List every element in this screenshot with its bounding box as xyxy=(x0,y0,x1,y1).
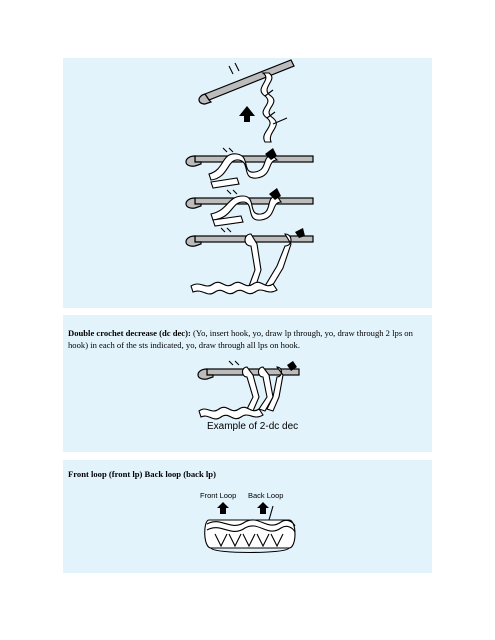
front-loop-label: Front Loop xyxy=(200,491,237,500)
dc-decrease-paragraph xyxy=(68,327,424,351)
front-back-loop-panel xyxy=(63,460,432,573)
back-loop-label: Back Loop xyxy=(248,491,284,500)
front-back-loop-heading: Front loop (front lp) Back loop (back lp) xyxy=(68,469,216,479)
front-back-loop-illustration xyxy=(201,502,301,558)
dc-decrease-heading: Double crochet decrease (dc dec): xyxy=(68,328,191,338)
illustration-panel-steps xyxy=(63,58,432,308)
dc-decrease-body: (Yo, insert hook, yo, draw lp through, yo, draw through 2 lps on hook) in each of the sts indicated, yo, draw through all lps on hook. xyxy=(68,328,413,350)
crochet-step-1-illustration xyxy=(193,58,313,148)
dc-decrease-illustration xyxy=(193,361,303,417)
dc-decrease-caption: Example of 2-dc dec xyxy=(207,421,299,432)
dc-decrease-panel xyxy=(63,315,432,452)
crochet-step-4-illustration xyxy=(181,230,331,300)
crochet-step-3-illustration xyxy=(181,190,321,230)
crochet-step-2-illustration xyxy=(181,148,321,188)
